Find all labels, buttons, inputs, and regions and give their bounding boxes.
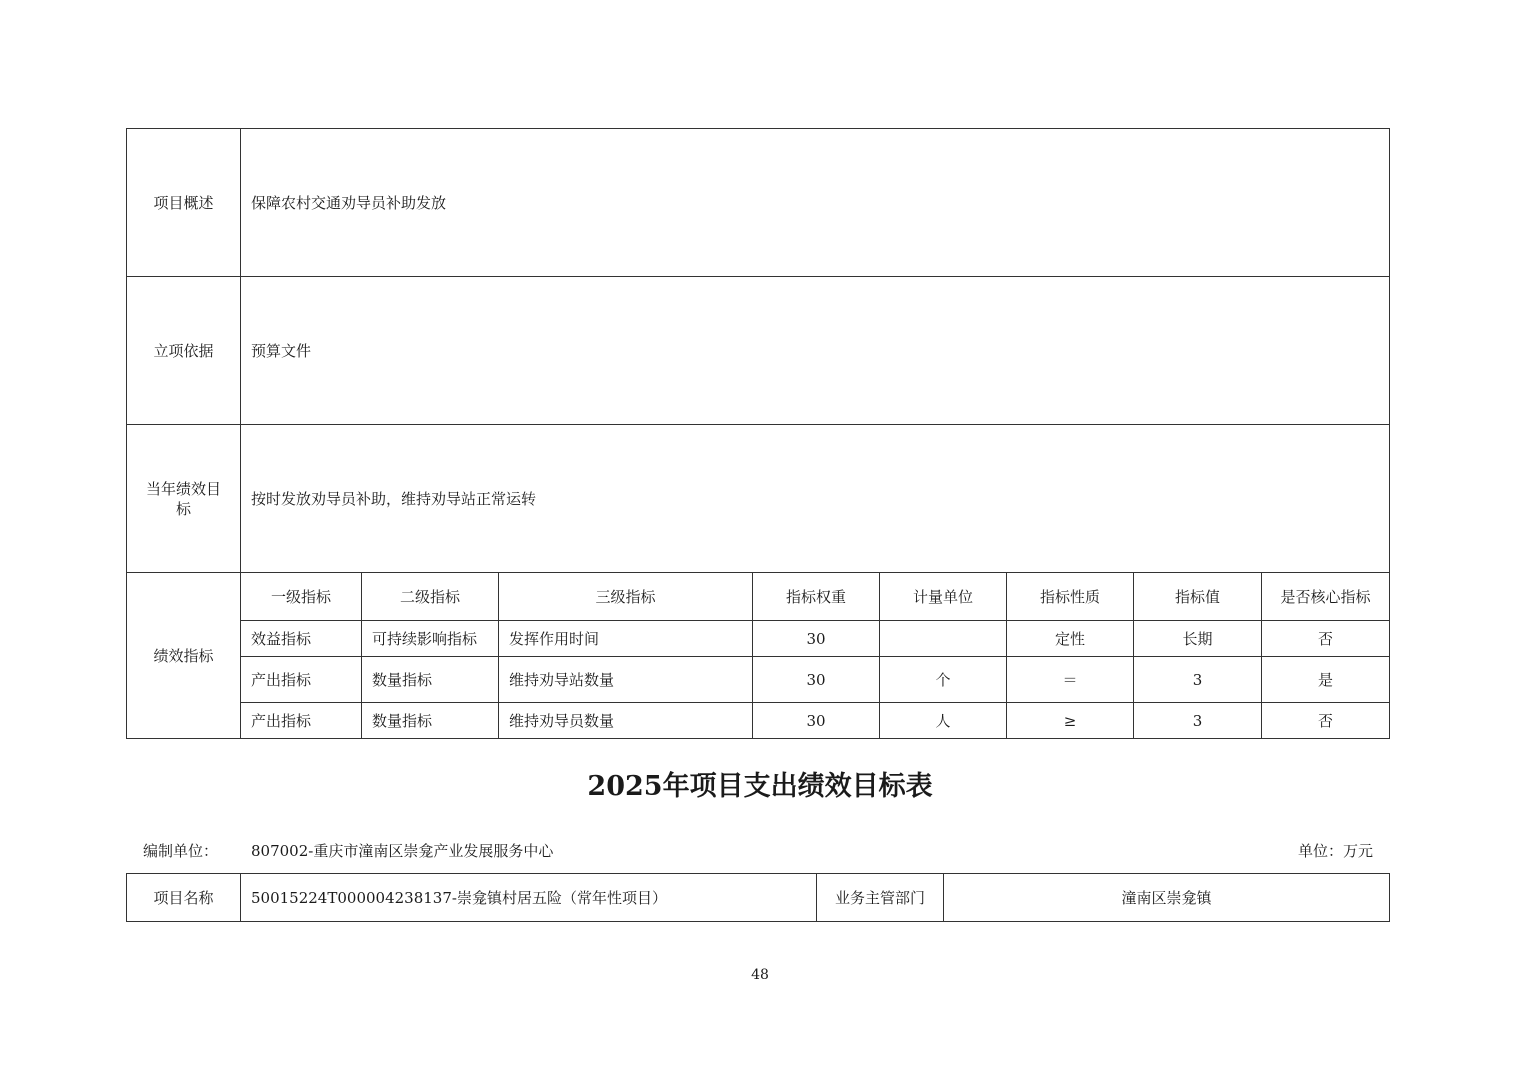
- goal-value: 按时发放劝导员补助，维持劝导站正常运转: [241, 425, 1390, 573]
- goal-label-cell: [127, 425, 241, 573]
- unit-cell: [880, 621, 1007, 657]
- project-name-value: 50015224T000004238137-崇龛镇村居五险（常年性项目）: [241, 874, 817, 922]
- value-cell: 3: [1134, 657, 1262, 703]
- overview-value: 保障农村交通劝导员补助发放: [241, 129, 1390, 277]
- page-number: 48: [751, 967, 769, 983]
- weight-cell: 30: [753, 621, 880, 657]
- level1-cell: 产出指标: [241, 657, 362, 703]
- dept-label: 业务主管部门: [817, 874, 944, 922]
- header-cell: 二级指标: [362, 573, 499, 621]
- level3-cell: 发挥作用时间: [499, 621, 753, 657]
- unit-cell: 个: [880, 657, 1007, 703]
- basis-label: 立项依据: [127, 277, 241, 425]
- project-name-label: 项目名称: [127, 874, 241, 922]
- core-cell: 否: [1262, 621, 1390, 657]
- project-row: [127, 874, 1390, 922]
- level3-cell: 维持劝导员数量: [499, 703, 753, 739]
- basis-value: 预算文件: [241, 277, 1390, 425]
- project-name-table: [126, 873, 1390, 922]
- nature-cell: ≥: [1007, 703, 1134, 739]
- core-cell: 否: [1262, 703, 1390, 739]
- level2-cell: 数量指标: [362, 703, 499, 739]
- level1-cell: 产出指标: [241, 703, 362, 739]
- nature-cell: ＝: [1007, 657, 1134, 703]
- level2-cell: 可持续影响指标: [362, 621, 499, 657]
- value-cell: 长期: [1134, 621, 1262, 657]
- header-cell: 指标权重: [753, 573, 880, 621]
- level1-cell: 效益指标: [241, 621, 362, 657]
- compile-label: 编制单位：: [143, 842, 219, 860]
- performance-table: [126, 128, 1390, 739]
- weight-cell: 30: [753, 703, 880, 739]
- header-cell: 计量单位: [880, 573, 1007, 621]
- weight-cell: 30: [753, 657, 880, 703]
- level2-cell: 数量指标: [362, 657, 499, 703]
- basis-row: [127, 277, 1390, 425]
- table-row: [127, 657, 1390, 703]
- header-cell: 指标性质: [1007, 573, 1134, 621]
- level3-cell: 维持劝导站数量: [499, 657, 753, 703]
- currency-unit: 单位：万元: [1298, 842, 1374, 860]
- dept-value: 潼南区崇龛镇: [944, 874, 1390, 922]
- unit-cell: 人: [880, 703, 1007, 739]
- goal-label: 当年绩效目标: [145, 479, 221, 518]
- table-row: [127, 703, 1390, 739]
- overview-row: [127, 129, 1390, 277]
- table-row: [127, 621, 1390, 657]
- core-cell: 是: [1262, 657, 1390, 703]
- indicators-label: 绩效指标: [127, 573, 241, 739]
- header-cell: 一级指标: [241, 573, 362, 621]
- page-title: 2025年项目支出绩效目标表: [587, 771, 933, 802]
- overview-label: 项目概述: [127, 129, 241, 277]
- nature-cell: 定性: [1007, 621, 1134, 657]
- indicator-header-row: [127, 573, 1390, 621]
- header-cell: 三级指标: [499, 573, 753, 621]
- header-cell: 是否核心指标: [1262, 573, 1390, 621]
- compile-value: 807002-重庆市潼南区崇龛产业发展服务中心: [251, 842, 554, 860]
- header-cell: 指标值: [1134, 573, 1262, 621]
- goal-row: [127, 425, 1390, 573]
- value-cell: 3: [1134, 703, 1262, 739]
